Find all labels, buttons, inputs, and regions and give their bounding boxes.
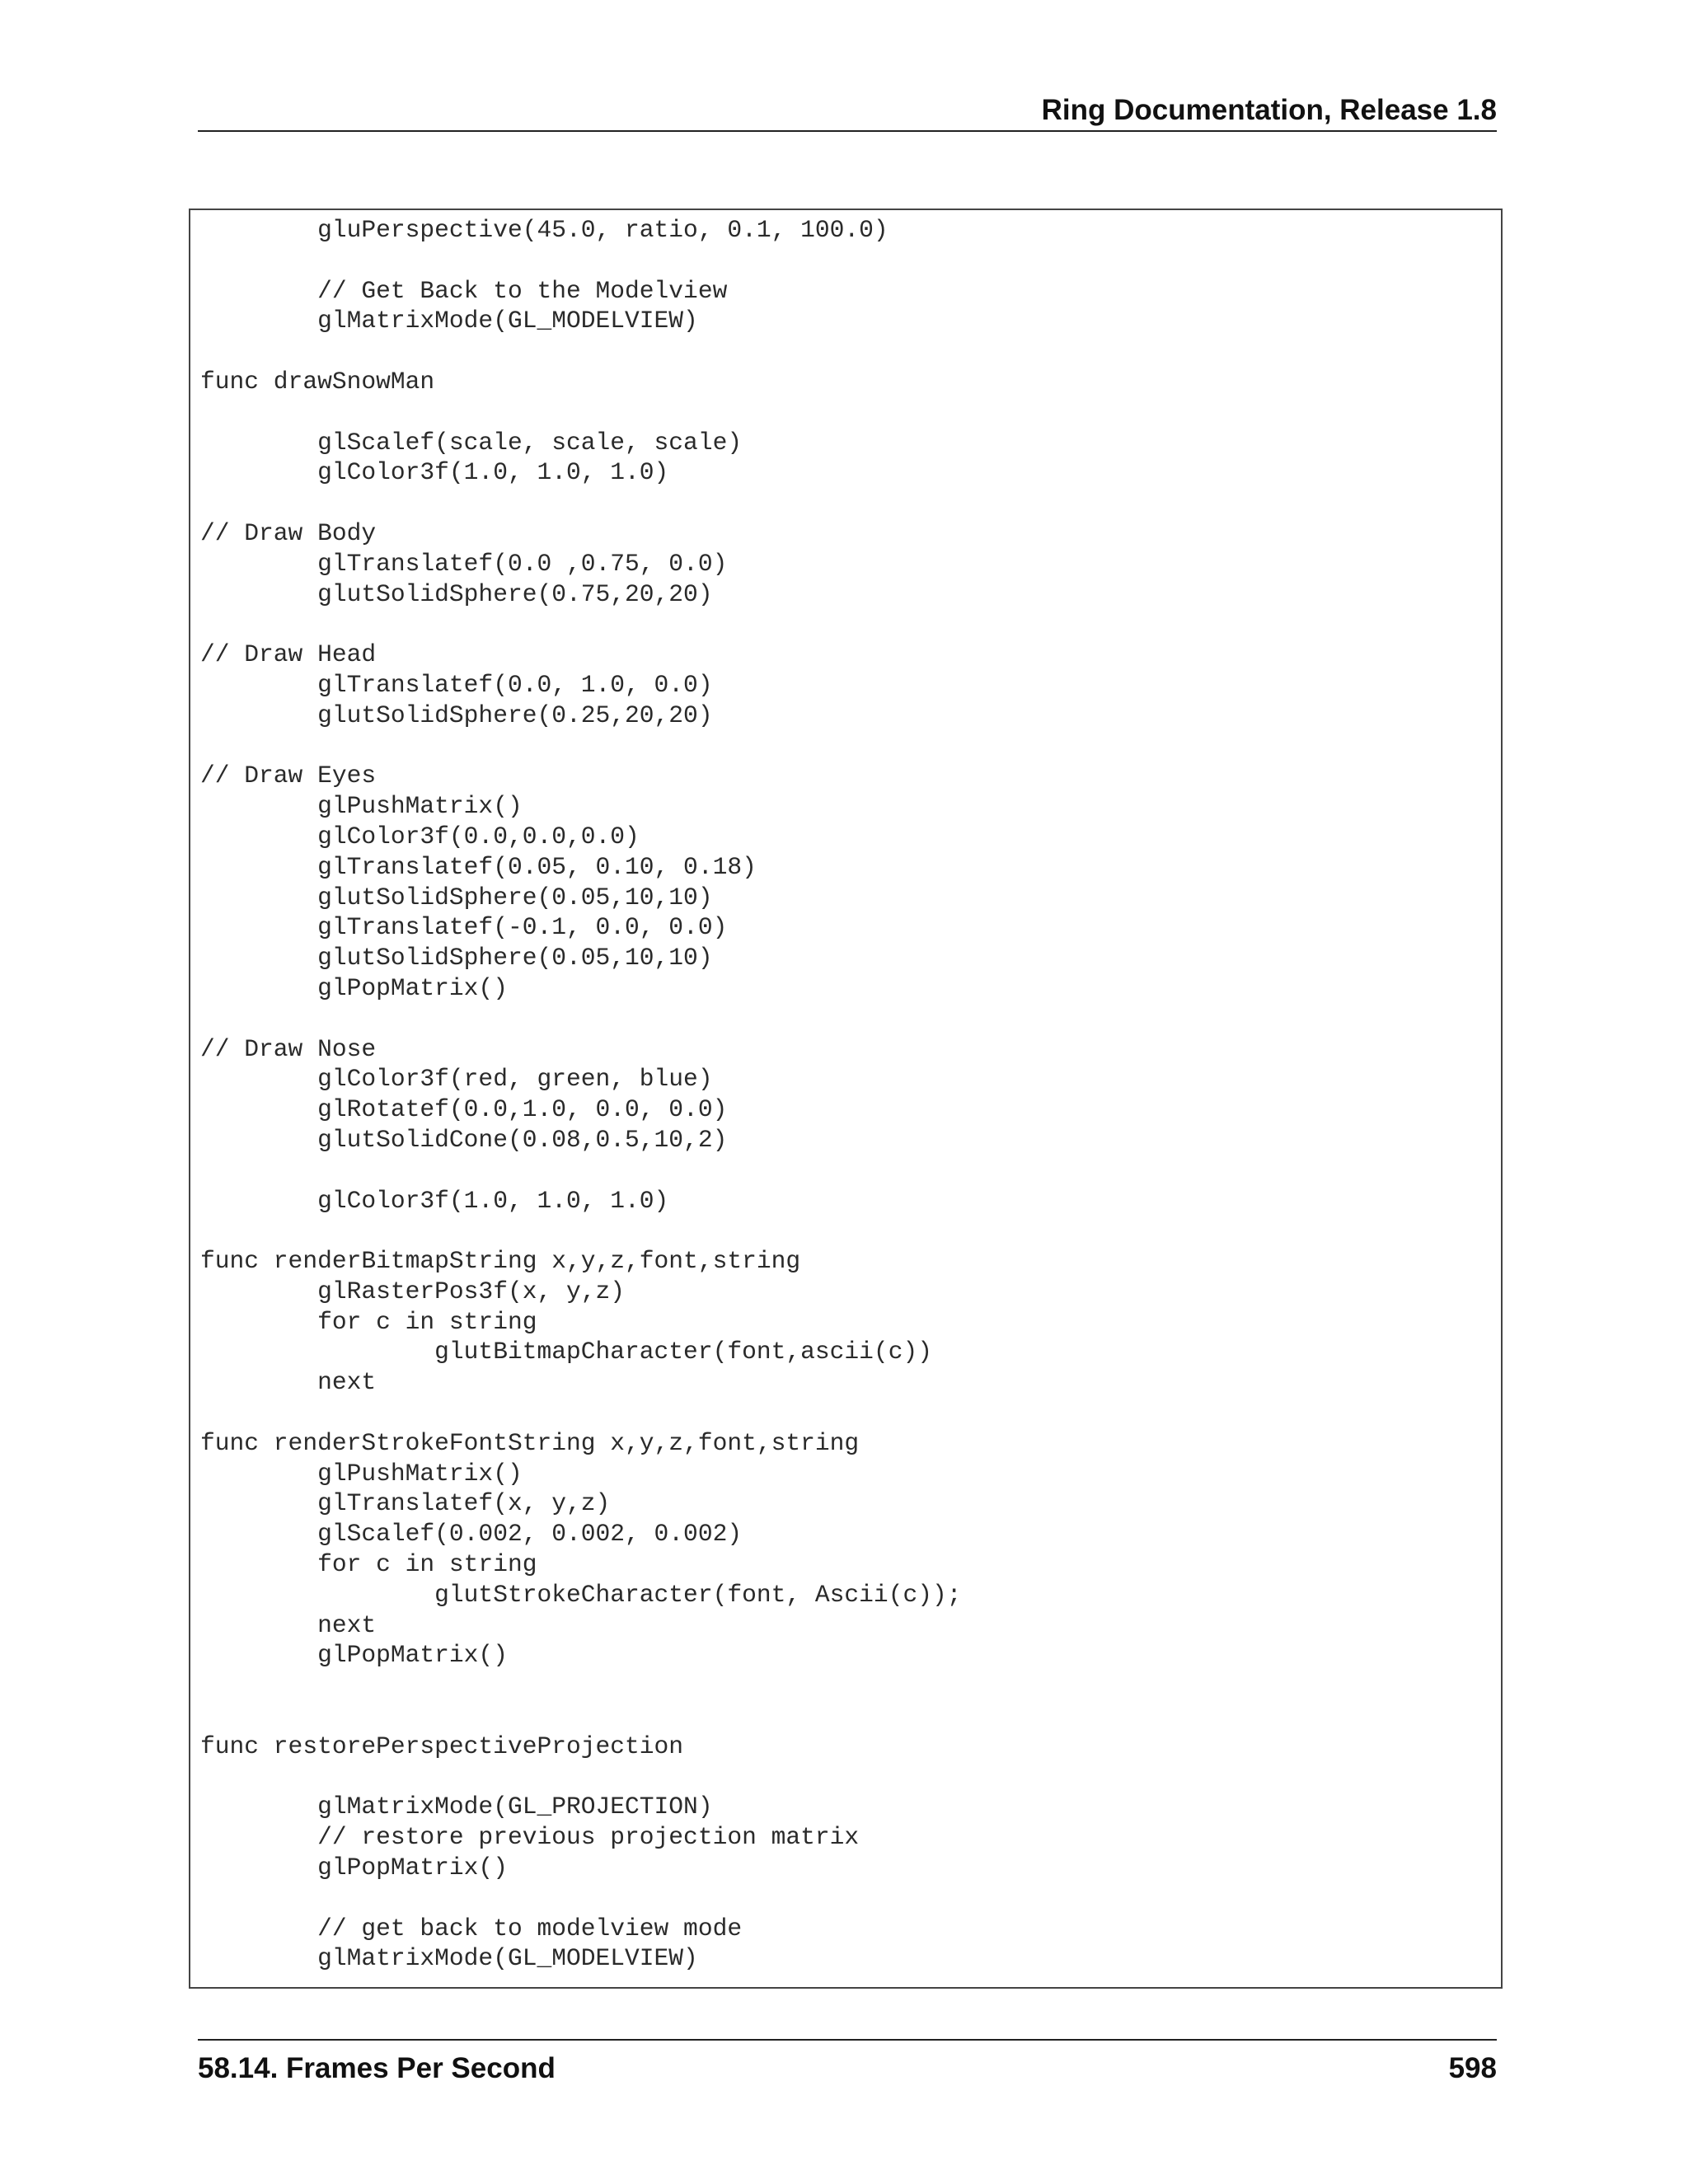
code-line xyxy=(200,1701,962,1732)
code-line: glutSolidSphere(0.25,20,20) xyxy=(200,701,713,729)
code-line: glTranslatef(x, y,z) xyxy=(200,1489,611,1518)
code-line xyxy=(200,1398,962,1428)
code-line: next xyxy=(200,1610,377,1639)
code-line: func restorePerspectiveProjection xyxy=(200,1732,684,1760)
code-line: // Draw Eyes xyxy=(200,762,377,790)
page-number: 598 xyxy=(1448,2052,1497,2084)
code-line: glPushMatrix() xyxy=(200,792,523,821)
code-line: // Draw Head xyxy=(200,640,377,669)
code-line: glPopMatrix() xyxy=(200,1641,508,1670)
code-line xyxy=(200,1004,962,1034)
code-line: func renderBitmapString x,y,z,font,string xyxy=(200,1247,801,1276)
code-line: glutSolidCone(0.08,0.5,10,2) xyxy=(200,1125,728,1154)
code-line: // restore previous projection matrix xyxy=(200,1823,860,1852)
code-line: glPopMatrix() xyxy=(200,973,508,1002)
section-title: 58.14. Frames Per Second xyxy=(198,2052,556,2084)
code-line: // get back to modelview mode xyxy=(200,1914,743,1943)
code-line xyxy=(200,609,962,640)
code-line xyxy=(200,731,962,762)
code-line: glTranslatef(0.0 ,0.75, 0.0) xyxy=(200,549,728,578)
page-footer xyxy=(198,2039,1497,2090)
code-line: glRasterPos3f(x, y,z) xyxy=(200,1277,626,1305)
code-line: glPopMatrix() xyxy=(200,1854,508,1882)
code-line xyxy=(200,1883,962,1914)
code-line: glScalef(0.002, 0.002, 0.002) xyxy=(200,1520,743,1549)
code-line: gluPerspective(45.0, ratio, 0.1, 100.0) xyxy=(200,216,889,244)
code-line xyxy=(200,1155,962,1186)
code-line: glColor3f(0.0,0.0,0.0) xyxy=(200,822,640,851)
code-line: next xyxy=(200,1368,377,1397)
code-line: glTranslatef(0.0, 1.0, 0.0) xyxy=(200,670,713,699)
code-line: // Get Back to the Modelview xyxy=(200,276,728,305)
code-line: glutSolidSphere(0.75,20,20) xyxy=(200,579,713,608)
code-line xyxy=(200,397,962,428)
document-title: Ring Documentation, Release 1.8 xyxy=(1041,94,1497,126)
code-listing xyxy=(200,215,962,1974)
code-line: for c in string xyxy=(200,1307,537,1336)
code-line: glMatrixMode(GL_PROJECTION) xyxy=(200,1793,713,1821)
code-line: glutSolidSphere(0.05,10,10) xyxy=(200,944,713,972)
code-line: // Draw Body xyxy=(200,518,377,547)
code-line: for c in string xyxy=(200,1550,537,1579)
code-line: glMatrixMode(GL_MODELVIEW) xyxy=(200,307,698,335)
code-line: glScalef(scale, scale, scale) xyxy=(200,428,743,457)
code-line: glColor3f(red, green, blue) xyxy=(200,1065,713,1094)
code-line: glutSolidSphere(0.05,10,10) xyxy=(200,883,713,912)
code-line: glutBitmapCharacter(font,ascii(c)) xyxy=(200,1338,932,1366)
code-line xyxy=(200,336,962,367)
page-header xyxy=(198,91,1497,132)
code-line xyxy=(200,246,962,276)
code-line: func drawSnowMan xyxy=(200,367,435,396)
code-line xyxy=(200,1762,962,1793)
code-line: glRotatef(0.0,1.0, 0.0, 0.0) xyxy=(200,1095,728,1124)
code-line: glColor3f(1.0, 1.0, 1.0) xyxy=(200,458,669,487)
code-line: glMatrixMode(GL_MODELVIEW) xyxy=(200,1944,698,1973)
code-line xyxy=(200,1671,962,1701)
code-line: glutStrokeCharacter(font, Ascii(c)); xyxy=(200,1580,962,1609)
code-line: glTranslatef(-0.1, 0.0, 0.0) xyxy=(200,913,728,942)
code-line xyxy=(200,1216,962,1246)
code-line: glTranslatef(0.05, 0.10, 0.18) xyxy=(200,852,757,881)
code-line: glColor3f(1.0, 1.0, 1.0) xyxy=(200,1186,669,1215)
code-block xyxy=(189,209,1503,1989)
code-line xyxy=(200,488,962,518)
code-line: glPushMatrix() xyxy=(200,1459,523,1488)
code-line: func renderStrokeFontString x,y,z,font,string xyxy=(200,1428,860,1457)
code-line: // Draw Nose xyxy=(200,1034,377,1063)
